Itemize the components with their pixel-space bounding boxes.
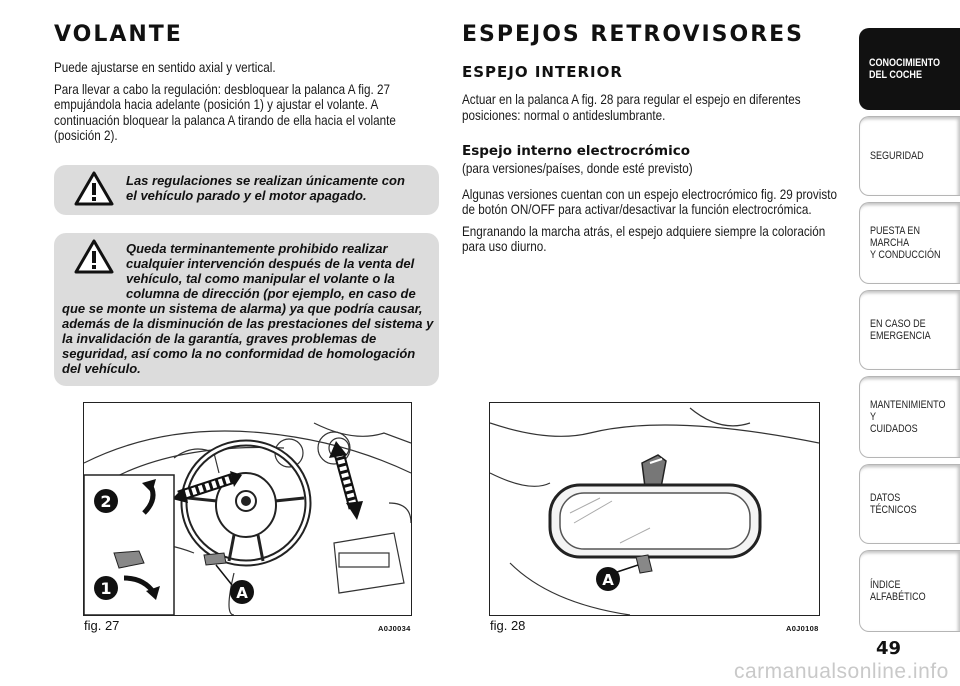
svg-text:A: A <box>236 584 248 602</box>
figure-28-label: fig. 28 <box>490 618 526 633</box>
espejos-body-2 <box>462 161 842 261</box>
callout-A <box>230 580 254 604</box>
tab-label: ÍNDICE ALFABÉTICO <box>870 579 926 603</box>
warning-1-text: Las regulaciones se realizan únicamente con el vehículo parado y el motor apagado. <box>126 173 405 203</box>
callout-1 <box>94 576 118 600</box>
watermark: carmanualsonline.info <box>734 660 949 683</box>
figure-28-code: A0J0108 <box>786 624 819 633</box>
volante-body <box>54 60 436 150</box>
svg-text:2: 2 <box>100 492 112 511</box>
volante-paragraph-1: Puede ajustarse en sentido axial y vertical. <box>54 60 276 75</box>
volante-paragraph-2: Para llevar a cabo la regulación: desbloquear la palanca A fig. 27 empujándola hacia adelante (posición 1) y ajustar el volante. A continuación bloquear la palanca A tirando de ella hacia el volante (posición 2). <box>54 81 396 143</box>
warning-2-content: Queda terminantemente prohibido realizar cualquier intervención después de la venta del vehículo, tal como manipular el volante o la columna de dirección (por ejemplo, en caso de que se monte un sistema de alarma) ya que podría causar, además de la disminución de las prestaciones del sistema y la invalidación de la garantía, graves problemas de seguridad, así como la no conformidad de homologación del vehículo. <box>62 241 434 376</box>
espejo-paragraph-3: Engranando la marcha atrás, el espejo adquiere siempre la coloración para uso diurno. <box>462 223 826 254</box>
callout-A <box>596 567 620 591</box>
tab-label: PUESTA EN MARCHA Y CONDUCCIÓN <box>870 225 941 261</box>
tab-label: DATOS TÉCNICOS <box>870 492 917 516</box>
rearview-mirror-illustration <box>490 403 819 615</box>
figure-27-label: fig. 27 <box>84 618 120 633</box>
tab-seguridad[interactable] <box>859 116 960 196</box>
figure-27-code: A0J0034 <box>378 624 411 633</box>
svg-text:A: A <box>602 571 614 589</box>
tab-datos-tecnicos[interactable] <box>859 464 960 544</box>
svg-text:1: 1 <box>100 579 112 598</box>
espejo-interior-subtitle: ESPEJO INTERIOR <box>462 63 623 81</box>
page-number: 49 <box>876 638 902 659</box>
warning-2-text <box>62 241 434 376</box>
tab-indice[interactable] <box>859 550 960 632</box>
tab-label: SEGURIDAD <box>870 150 924 162</box>
figure-27 <box>83 402 412 616</box>
warning-triangle-icon <box>74 171 114 207</box>
electrocromico-heading: Espejo interno electrocrómico <box>462 143 691 159</box>
warning-box-2 <box>54 233 439 386</box>
figure-28 <box>489 402 820 616</box>
espejo-paragraph-2: Algunas versiones cuentan con un espejo electrocrómico fig. 29 provisto de botón ON/OFF para activar/desactivar la función electrocrómica. <box>462 186 837 217</box>
tab-mantenimiento[interactable] <box>859 376 960 458</box>
warning-box-1 <box>54 165 439 215</box>
steering-wheel-illustration <box>84 403 411 615</box>
espejo-note: (para versiones/países, donde esté previsto) <box>462 161 693 176</box>
volante-title: VOLANTE <box>54 22 183 47</box>
espejo-paragraph-1: Actuar en la palanca A fig. 28 para regular el espejo en diferentes posiciones: normal o antideslumbrante. <box>462 92 801 123</box>
tab-label: CONOCIMIENTO DEL COCHE <box>869 57 940 81</box>
tab-puesta-en-marcha[interactable] <box>859 202 960 284</box>
tab-conocimiento[interactable] <box>859 28 960 110</box>
espejos-body <box>462 92 842 129</box>
tab-emergencia[interactable] <box>859 290 960 370</box>
callout-2 <box>94 489 118 513</box>
tab-label: MANTENIMIENTO Y CUIDADOS <box>870 399 946 435</box>
espejos-title: ESPEJOS RETROVISORES <box>462 22 805 47</box>
tab-label: EN CASO DE EMERGENCIA <box>870 318 931 342</box>
